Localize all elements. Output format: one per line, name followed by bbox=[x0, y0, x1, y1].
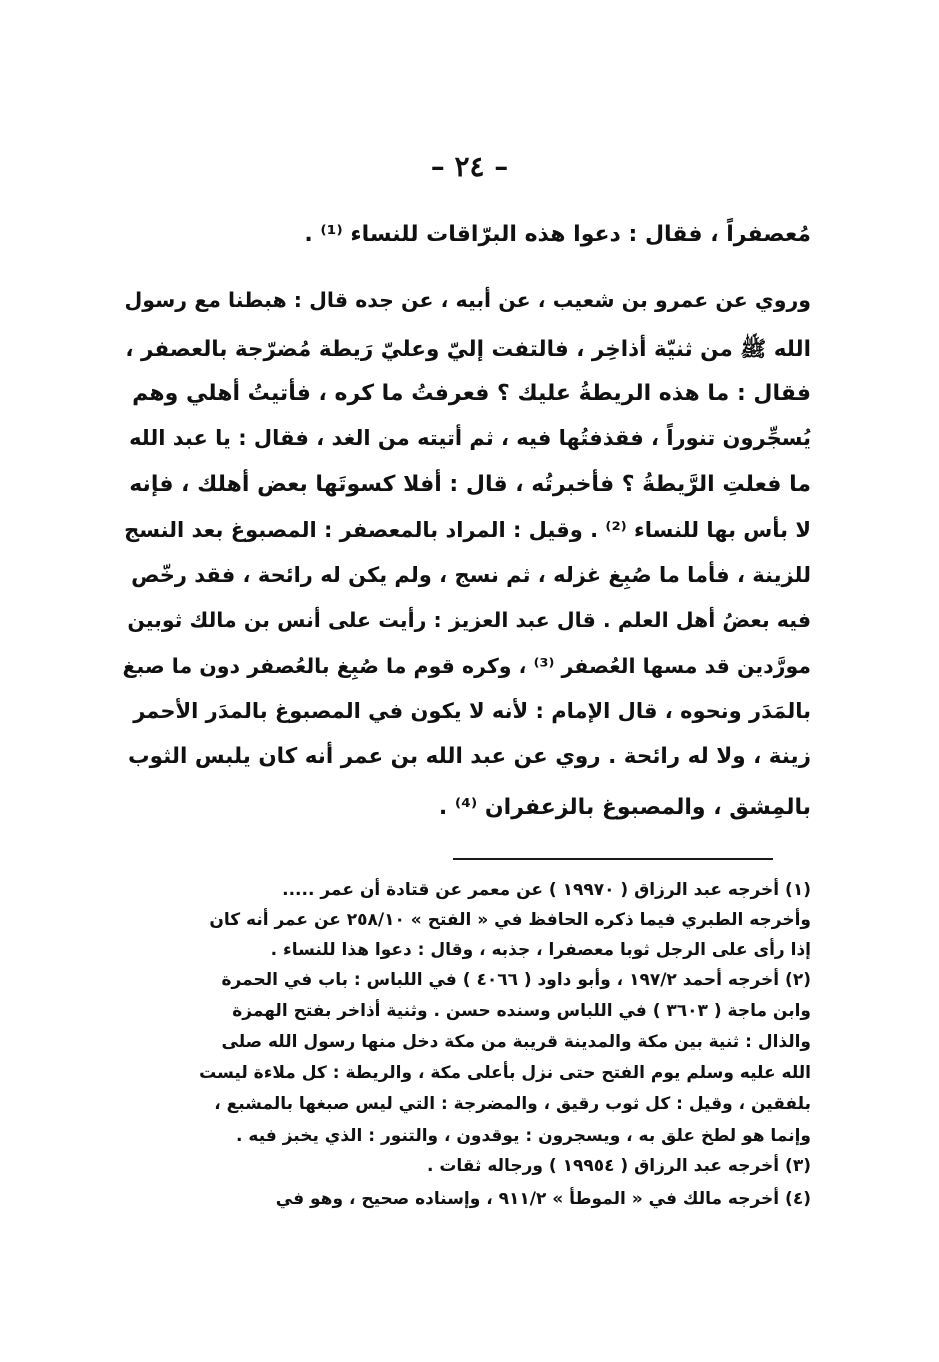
main-text-line: بالمِشق ، والمصبوغ بالزعفران ⁽⁴⁾ . bbox=[438, 795, 811, 820]
footnote-line: (١) أخرجه عبد الرزاق ( ١٩٩٧٠ ) عن معمر عن قتادة أن عمر ..... bbox=[282, 880, 811, 900]
main-text-line: ما فعلتِ الرَّيطةُ ؟ فأخبرتُه ، قال : أفلا كسوتَها بعض أهلك ، فإنه bbox=[129, 472, 811, 497]
main-text-line: فيه بعضُ أهل العلم . قال عبد العزيز : رأيت على أنس بن مالك ثوبين bbox=[127, 608, 811, 632]
main-text-line: مُعصفراً ، فقال : دعوا هذه البرّاقات للنساء ⁽¹⁾ . bbox=[304, 222, 811, 247]
main-text-line: لا بأس بها للنساء ⁽²⁾ . وقيل : المراد بالمعصفر : المصبوغ بعد النسج bbox=[124, 518, 811, 542]
footnote-line: إذا رأى على الرجل ثوبا معصفرا ، جذبه ، وقال : دعوا هذا للنساء . bbox=[270, 940, 811, 960]
main-text-line: للزينة ، فأما ما صُبِغ غزله ، ثم نسج ، ولم يكن له رائحة ، فقد رخّص bbox=[131, 563, 811, 587]
footnote-divider bbox=[453, 858, 773, 860]
footnote-line: (٤) أخرجه مالك في « الموطأ » ٩١١/٢ ، وإسناده صحيح ، وهو في bbox=[275, 1189, 811, 1209]
footnote-line: وابن ماجة ( ٣٦٠٣ ) في اللباس وسنده حسن . وثنية أذاخر بفتح الهمزة bbox=[232, 1001, 811, 1021]
main-text-line: بالمَدَر ونحوه ، قال الإمام : لأنه لا يكون في المصبوغ بالمدَر الأحمر bbox=[133, 699, 811, 723]
footnote-line: (٣) أخرجه عبد الرزاق ( ١٩٩٥٤ ) ورجاله ثقات . bbox=[426, 1156, 811, 1176]
footnote-line: (٢) أخرجه أحمد ١٩٧/٢ ، وأبو داود ( ٤٠٦٦ ) في اللباس : باب في الحمرة bbox=[221, 970, 811, 990]
main-text-line: وروي عن عمرو بن شعيب ، عن أبيه ، عن جده قال : هبطنا مع رسول bbox=[124, 288, 811, 312]
footnote-line: وإنما هو لطخ علق به ، ويسجرون : يوقدون ، والتنور : الذي يخبز فيه . bbox=[236, 1126, 811, 1146]
footnote-line: الله عليه وسلم يوم الفتح حتى نزل بأعلى مكة ، والريطة : كل ملاءة ليست bbox=[199, 1063, 811, 1083]
footnote-line: بلفقين ، وقيل : كل ثوب رقيق ، والمضرجة : التي ليس صبغها بالمشبع ، bbox=[214, 1094, 811, 1114]
main-text-line: زينة ، ولا له رائحة . روي عن عبد الله بن عمر أنه كان يلبس الثوب bbox=[128, 744, 811, 769]
main-text-line: فقال : ما هذه الريطةُ عليك ؟ فعرفتُ ما كره ، فأتيتُ أهلي وهم bbox=[132, 381, 811, 406]
footnote-line: وأخرجه الطبري فيما ذكره الحافظ في « الفتح » ٢٥٨/١٠ عن عمر أنه كان bbox=[209, 910, 811, 930]
main-text-line: يُسجِّرون تنوراً ، فقذفتُها فيه ، ثم أتيته من الغد ، فقال : يا عبد الله bbox=[129, 426, 811, 450]
footnote-line: والذال : ثنية بين مكة والمدينة قريبة من مكة دخل منها رسول الله صلى bbox=[221, 1032, 811, 1052]
main-text-line: مورَّدين قد مسها العُصفر ⁽³⁾ ، وكره قوم ما صُبِغ بالعُصفر دون ما صبغ bbox=[122, 654, 811, 678]
main-text-line: الله ﷺ من ثنيّة أذاخِر ، فالتفت إليّ وعليّ رَيطة مُضرّجة بالعصفر ، bbox=[125, 337, 811, 362]
page-number: – ٢٤ – bbox=[430, 150, 509, 183]
